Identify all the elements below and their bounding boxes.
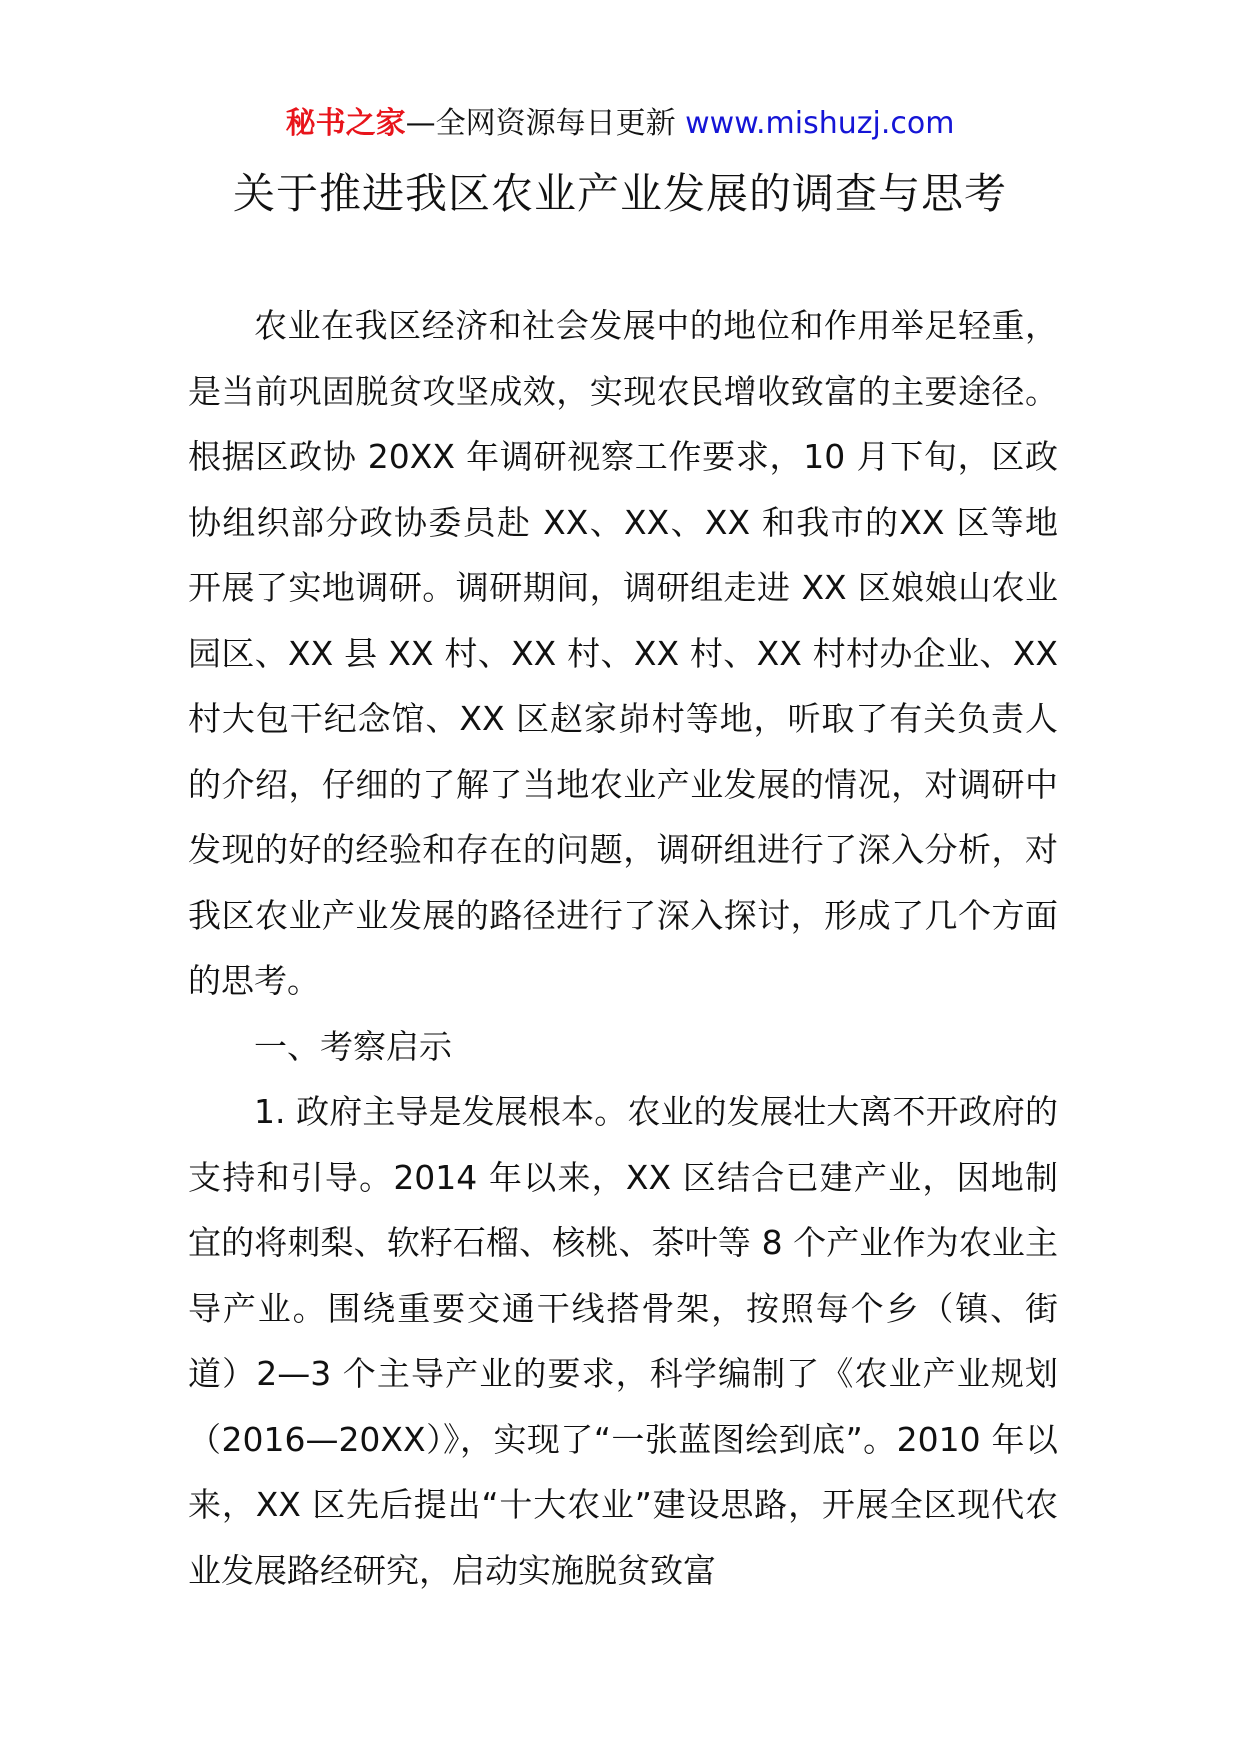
site-brand: 秘书之家 — [285, 106, 406, 141]
site-header — [0, 102, 1240, 146]
document-body — [188, 293, 1058, 1603]
site-slogan: —全网资源每日更新 — [405, 106, 686, 141]
intro-paragraph: 农业在我区经济和社会发展中的地位和作用举足轻重，是当前巩固脱贫攻坚成效，实现农民增收致富的主要途径。根据区政协 20XX 年调研视察工作要求，10 月下旬，区政协组织部分政协委员赴 XX、XX、XX 和我市的XX 区等地开展了实地调研。调研期间，调研组走进 XX 区娘娘山农业园区、XX 县 XX 村、XX 村、XX 村、XX 村村办企业、XX 村大包干纪念馆、XX 区赵家峁村等地，听取了有关负责人的介绍，仔细的了解了当地农业产业发展的情况，对调研中发现的好的经验和存在的问题，调研组进行了深入分析，对我区农业产业发展的路径进行了深入探讨，形成了几个方面的思考。 — [188, 306, 1058, 1000]
site-url-link[interactable]: www.mishuzj.com — [685, 106, 955, 141]
body-paragraph: 1. 政府主导是发展根本。农业的发展壮大离不开政府的支持和引导。2014 年以来，XX 区结合已建产业，因地制宜的将刺梨、软籽石榴、核桃、茶叶等 8 个产业作为农业主导产业。围绕重要交通干线搭骨架，按照每个乡（镇、街道）2—3 个主导产业的要求，科学编制了《农业产业规划（2016—20XX）》，实现了“一张蓝图绘到底”。2010 年以来，XX 区先后提出“十大农业”建设思路，开展全区现代农业发展路经研究，启动实施脱贫致富 — [188, 1092, 1058, 1590]
section-heading: 一、考察启示 — [254, 1026, 452, 1066]
document-title: 关于推进我区农业产业发展的调查与思考 — [232, 169, 1007, 218]
